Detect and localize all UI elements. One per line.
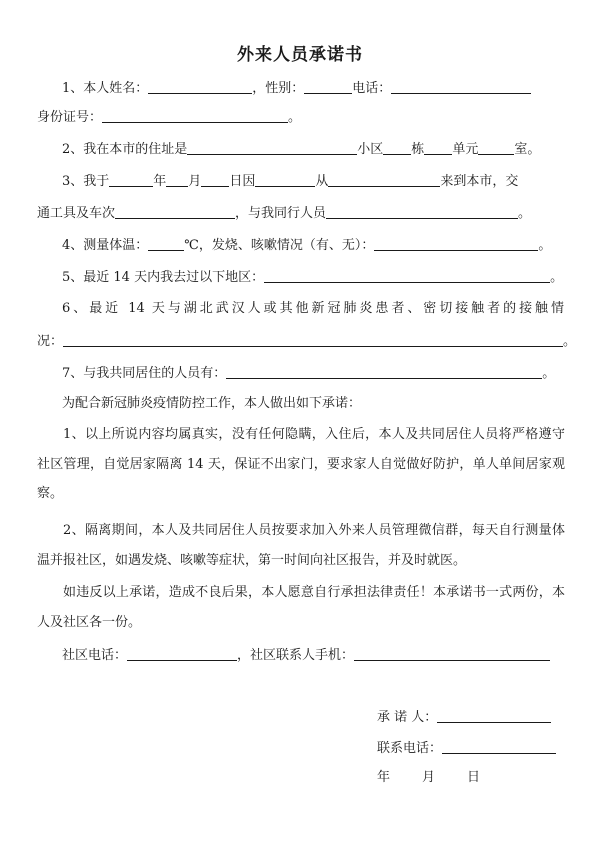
community-phone-field[interactable] [127,645,237,661]
id-row [37,107,301,127]
promise-intro: 为配合新冠肺炎疫情防控工作，本人做出如下承诺： [62,396,362,411]
regions-period: 。 [550,270,564,285]
community-label: 小区 [357,142,384,157]
came-label: 来到本市，交 [440,174,519,189]
name-field[interactable] [148,78,252,94]
origin-field[interactable] [328,171,440,187]
id-label: 身份证号： [37,110,103,125]
sign-day-label: 日 [467,770,481,785]
document-title: 外来人员承诺书 [237,45,363,65]
room-field[interactable] [478,139,514,155]
promiser-row [377,707,551,728]
unit-field[interactable] [424,139,452,155]
promiser-signature-field[interactable] [437,707,551,723]
reason-label: 日因 [229,174,256,189]
gender-field[interactable] [304,78,352,94]
sign-year-label: 年 [377,770,391,785]
room-label: 室。 [514,142,541,157]
contact-history-cont: 况： [37,334,64,349]
building-label: 栋 [411,142,425,157]
item-2-row [62,139,540,159]
contact-history-text: 6、最近 14 天与湖北武汉人或其他新冠肺炎患者、密切接触者的接触情 [62,301,564,316]
companions-field[interactable] [326,203,518,219]
symptoms-field[interactable] [374,235,538,251]
item-3-row [62,171,518,191]
cohabitants-label: 7、与我共同居住的人员有： [62,366,227,381]
date-row [377,768,480,788]
arrival-label: 3、我于 [62,174,110,189]
transport-period: 。 [518,206,532,221]
sign-month-label: 月 [422,770,436,785]
promiser-label: 承 诺 人： [377,710,438,725]
contact-phone-label: 联系电话： [377,741,443,756]
companions-label: ，与我同行人员 [235,206,327,221]
transport-row [37,203,531,223]
building-field[interactable] [383,139,411,155]
month-field[interactable] [166,171,188,187]
contact-phone-row [377,738,556,759]
transport-label: 通工具及车次 [37,206,116,221]
item-6-cont-row [37,331,576,351]
address-label: 2、我在本市的住址是 [62,142,188,157]
symptoms-period: 。 [538,238,552,253]
symptoms-label: ℃，发烧、咳嗽情况（有、无）： [184,238,375,253]
transport-field[interactable] [115,203,235,219]
regions-label: 5、最近 14 天内我去过以下地区： [62,270,265,285]
cohabitants-period: 。 [542,366,556,381]
year-field[interactable] [109,171,153,187]
cohabitants-field[interactable] [226,363,542,379]
item-1-row [62,78,531,98]
id-period: 。 [288,110,302,125]
id-number-field[interactable] [102,107,288,123]
year-label: 年 [153,174,167,189]
from-label: 从 [315,174,329,189]
community-row [62,645,550,665]
temperature-label: 4、测量体温： [62,238,149,253]
day-field[interactable] [201,171,229,187]
community-phone-label: 社区电话： [62,648,128,663]
promise-2: 2、隔离期间，本人及共同居住人员按要求加入外来人员管理微信群，每天自行测量体温并报社区，如遇发烧、咳嗽等症状，第一时间向社区报告，并及时就医。 [37,523,565,568]
item-7-row [62,363,555,383]
contact-history-field[interactable] [63,331,563,347]
regions-field[interactable] [264,267,550,283]
contact-history-period: 。 [563,334,577,349]
phone-label: 电话： [352,81,392,96]
temperature-field[interactable] [148,235,184,251]
address-field[interactable] [187,139,357,155]
contact-phone-field[interactable] [442,738,556,754]
reason-field[interactable] [255,171,315,187]
community-contact-label: ，社区联系人手机： [237,648,355,663]
item-6-row [62,299,564,319]
unit-label: 单元 [452,142,479,157]
name-label: 1、本人姓名： [62,81,149,96]
phone-field[interactable] [391,78,531,94]
item-4-row [62,235,551,255]
promise-1: 1、以上所说内容均属真实，没有任何隐瞒，入住后，本人及共同居住人员将严格遵守社区管理，自觉居家隔离 14 天，保证不出家门，要求家人自觉做好防护，单人单间居家观察。 [37,427,565,502]
promise-3: 如违反以上承诺，造成不良后果，本人愿意自行承担法律责任！本承诺书一式两份，本人及社区各一份。 [37,585,565,630]
gender-label: ，性别： [252,81,305,96]
month-label: 月 [188,174,202,189]
community-contact-field[interactable] [354,645,550,661]
item-5-row [62,267,563,287]
